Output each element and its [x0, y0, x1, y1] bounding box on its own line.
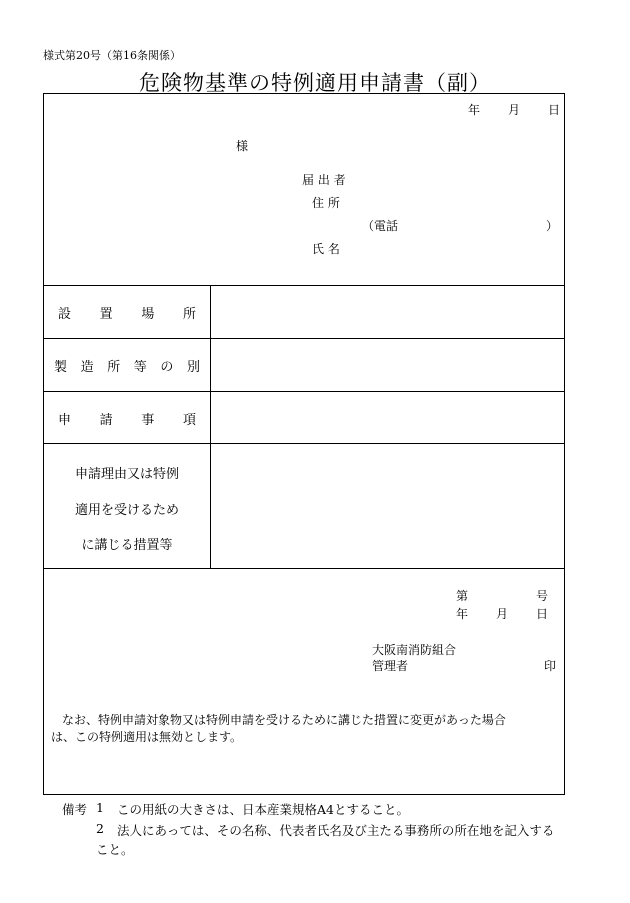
addressee-suffix: 様 [236, 139, 249, 153]
approval-date-year: 年 [456, 607, 469, 621]
notice-line-1: なお、特例申請対象物又は特例申請を受けるために講じた措置に変更があった場合 [62, 713, 506, 727]
installation-location-label [44, 303, 210, 322]
facility-type-label [44, 356, 210, 375]
remark-2-number: 2 [96, 821, 104, 836]
label-char: 所 [182, 307, 196, 322]
label-char: 申 [58, 413, 72, 428]
date-day-label: 日 [548, 103, 561, 117]
reason-label-line: 申請理由又は特例 [74, 467, 179, 482]
divider-line [44, 285, 564, 286]
approval-number-prefix: 第 [456, 589, 469, 603]
manager-label: 管理者 [372, 659, 409, 673]
divider-line [44, 443, 564, 444]
organization-name: 大阪南消防組合 [372, 643, 457, 657]
approval-date-month: 月 [496, 607, 509, 621]
date-year-label: 年 [468, 103, 481, 117]
approval-date-day: 日 [536, 607, 549, 621]
label-char: の [160, 360, 174, 375]
remark-2-text-line-2: こと。 [96, 842, 134, 857]
reason-label-line: に講じる措置等 [81, 538, 173, 553]
label-char: 場 [141, 307, 155, 322]
remarks-label: 備考 [62, 802, 88, 817]
label-char: 請 [99, 413, 113, 428]
remark-1-number: 1 [96, 800, 104, 815]
form-number: 様式第20号（第16条関係） [43, 49, 181, 62]
remark-2-text-line-1: 法人にあっては、その名称、代表者氏名及び主たる事務所の所在地を記入する [117, 823, 555, 838]
remark-1-text: この用紙の大きさは、日本産業規格A4とすること。 [117, 802, 409, 817]
label-char: 設 [58, 307, 72, 322]
applicant-label: 届 出 者 [302, 173, 346, 187]
notice-line-2: は、この特例適用は無効とします。 [51, 730, 243, 744]
column-divider [210, 285, 211, 568]
label-char: 別 [186, 360, 200, 375]
application-form-table [43, 93, 565, 795]
divider-line [44, 391, 564, 392]
reason-label-line: 適用を受けるため [74, 503, 179, 518]
application-matter-label [44, 409, 210, 428]
divider-line [44, 338, 564, 339]
label-char: 置 [99, 307, 113, 322]
label-char: 所 [107, 360, 121, 375]
label-char: 事 [141, 413, 155, 428]
seal-label: 印 [544, 659, 557, 673]
label-char: 造 [80, 360, 94, 375]
name-label: 氏 名 [312, 242, 340, 256]
phone-close-paren: ） [546, 219, 559, 233]
divider-line [44, 568, 564, 569]
label-char: 製 [54, 360, 68, 375]
approval-number-suffix: 号 [536, 589, 549, 603]
date-month-label: 月 [508, 103, 521, 117]
label-char: 等 [133, 360, 147, 375]
phone-open-label: （電話 [362, 219, 399, 233]
address-label: 住 所 [312, 196, 340, 210]
label-char: 項 [182, 413, 196, 428]
document-title: 危険物基準の特例適用申請書（副） [139, 71, 491, 95]
